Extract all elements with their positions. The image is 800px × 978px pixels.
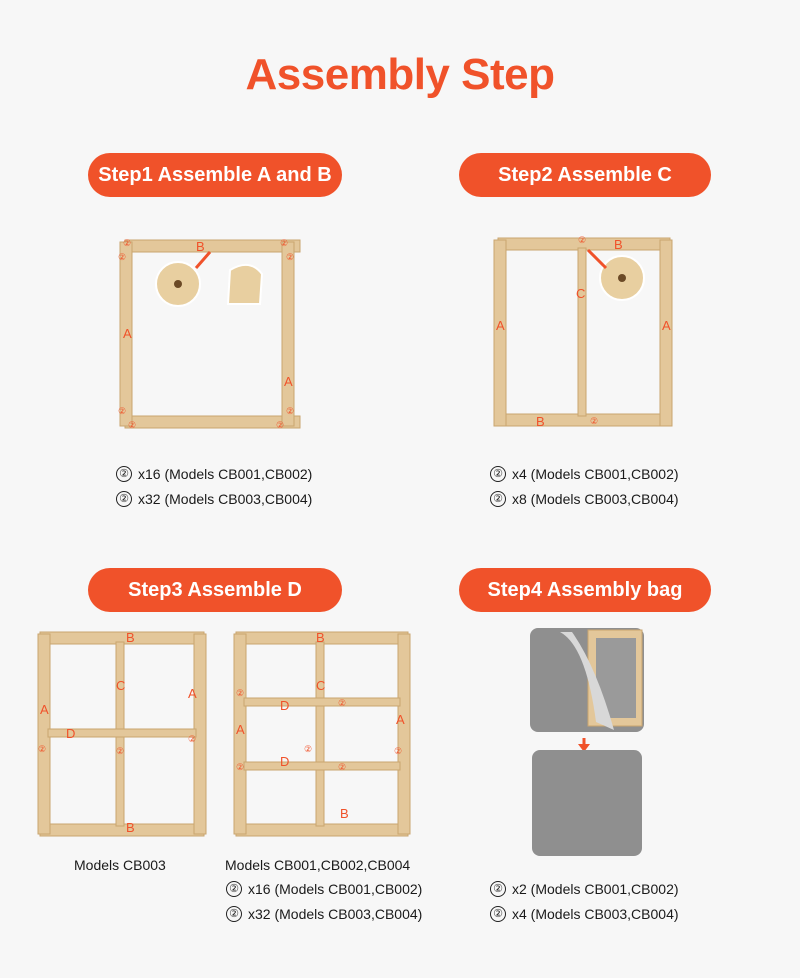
label-b-top: B (614, 237, 623, 252)
step1-note-2: x32 (Models CB003,CB004) (138, 491, 313, 507)
step3-note-1: x16 (Models CB001,CB002) (248, 881, 423, 897)
step4-notes: ② x2 (Models CB001,CB002) ② x4 (Models CB003,CB004) (490, 880, 679, 930)
label-b-top: B (126, 630, 135, 645)
step4-note-2: x4 (Models CB003,CB004) (512, 906, 679, 922)
step3-heading: Step3 Assemble D (88, 568, 342, 612)
label-a-left: A (236, 722, 245, 737)
mark-l1: ② (236, 688, 245, 698)
label-d-lower: D (280, 754, 290, 769)
mark-left: ② (38, 744, 47, 754)
mark-br2: ② (276, 420, 285, 430)
mark-tl2: ② (118, 252, 127, 262)
label-b-top: B (316, 630, 325, 645)
label-d: D (66, 726, 76, 741)
mark-r1: ② (394, 746, 403, 756)
mark-bl: ② (118, 406, 127, 416)
label-a-left: A (123, 326, 132, 341)
label-b-bottom: B (536, 414, 545, 429)
label-a-left: A (40, 702, 49, 717)
step1-note-1: x16 (Models CB001,CB002) (138, 466, 313, 482)
mark-l2: ② (236, 762, 245, 772)
label-c: C (316, 678, 326, 693)
label-a-left: A (496, 318, 505, 333)
mark-right: ② (188, 734, 197, 744)
step1-frame-diagram (110, 230, 310, 440)
step3-frame-cb003 (36, 628, 208, 840)
mark-center: ② (116, 746, 125, 756)
step2-note-2: x8 (Models CB003,CB004) (512, 491, 679, 507)
step4-bag-diagram (526, 626, 650, 858)
label-b: B (196, 239, 205, 254)
page-title: Assembly Step (245, 50, 555, 99)
step3-notes: ② x16 (Models CB001,CB002) ② x32 (Models CB003,CB004) (226, 880, 422, 930)
label-b-bottom: B (340, 806, 349, 821)
label-b-bottom: B (126, 820, 135, 835)
label-d-upper: D (280, 698, 290, 713)
step3-caption-right: Models CB001,CB002,CB004 (225, 857, 411, 873)
step2-notes: ② x4 (Models CB001,CB002) ② x8 (Models CB003,CB004) (490, 465, 679, 515)
label-a-right: A (284, 374, 293, 389)
mark-c3: ② (338, 762, 347, 772)
mark-c2: ② (304, 744, 313, 754)
step2-frame-diagram (488, 228, 678, 438)
step3-caption-left: Models CB003 (74, 857, 166, 873)
mark-tl: ② (123, 238, 132, 248)
mark-tr2: ② (286, 252, 295, 262)
step1-heading: Step1 Assemble A and B (88, 153, 342, 197)
label-c: C (576, 286, 586, 301)
mark-bottom: ② (590, 416, 599, 426)
label-a-right: A (662, 318, 671, 333)
step2-heading: Step2 Assemble C (459, 153, 711, 197)
step2-note-1: x4 (Models CB001,CB002) (512, 466, 679, 482)
step4-heading: Step4 Assembly bag (459, 568, 711, 612)
mark-top: ② (578, 235, 587, 245)
step3-note-2: x32 (Models CB003,CB004) (248, 906, 423, 922)
label-a-right: A (188, 686, 197, 701)
mark-c1: ② (338, 698, 347, 708)
mark-br: ② (286, 406, 295, 416)
label-c: C (116, 678, 126, 693)
step1-notes: ② x16 (Models CB001,CB002) ② x32 (Models CB003,CB004) (116, 465, 312, 515)
step4-note-1: x2 (Models CB001,CB002) (512, 881, 679, 897)
step3-frame-cb001-cb002-cb004 (232, 628, 412, 840)
mark-bl2: ② (128, 420, 137, 430)
label-a-right: A (396, 712, 405, 727)
mark-tr: ② (280, 238, 289, 248)
